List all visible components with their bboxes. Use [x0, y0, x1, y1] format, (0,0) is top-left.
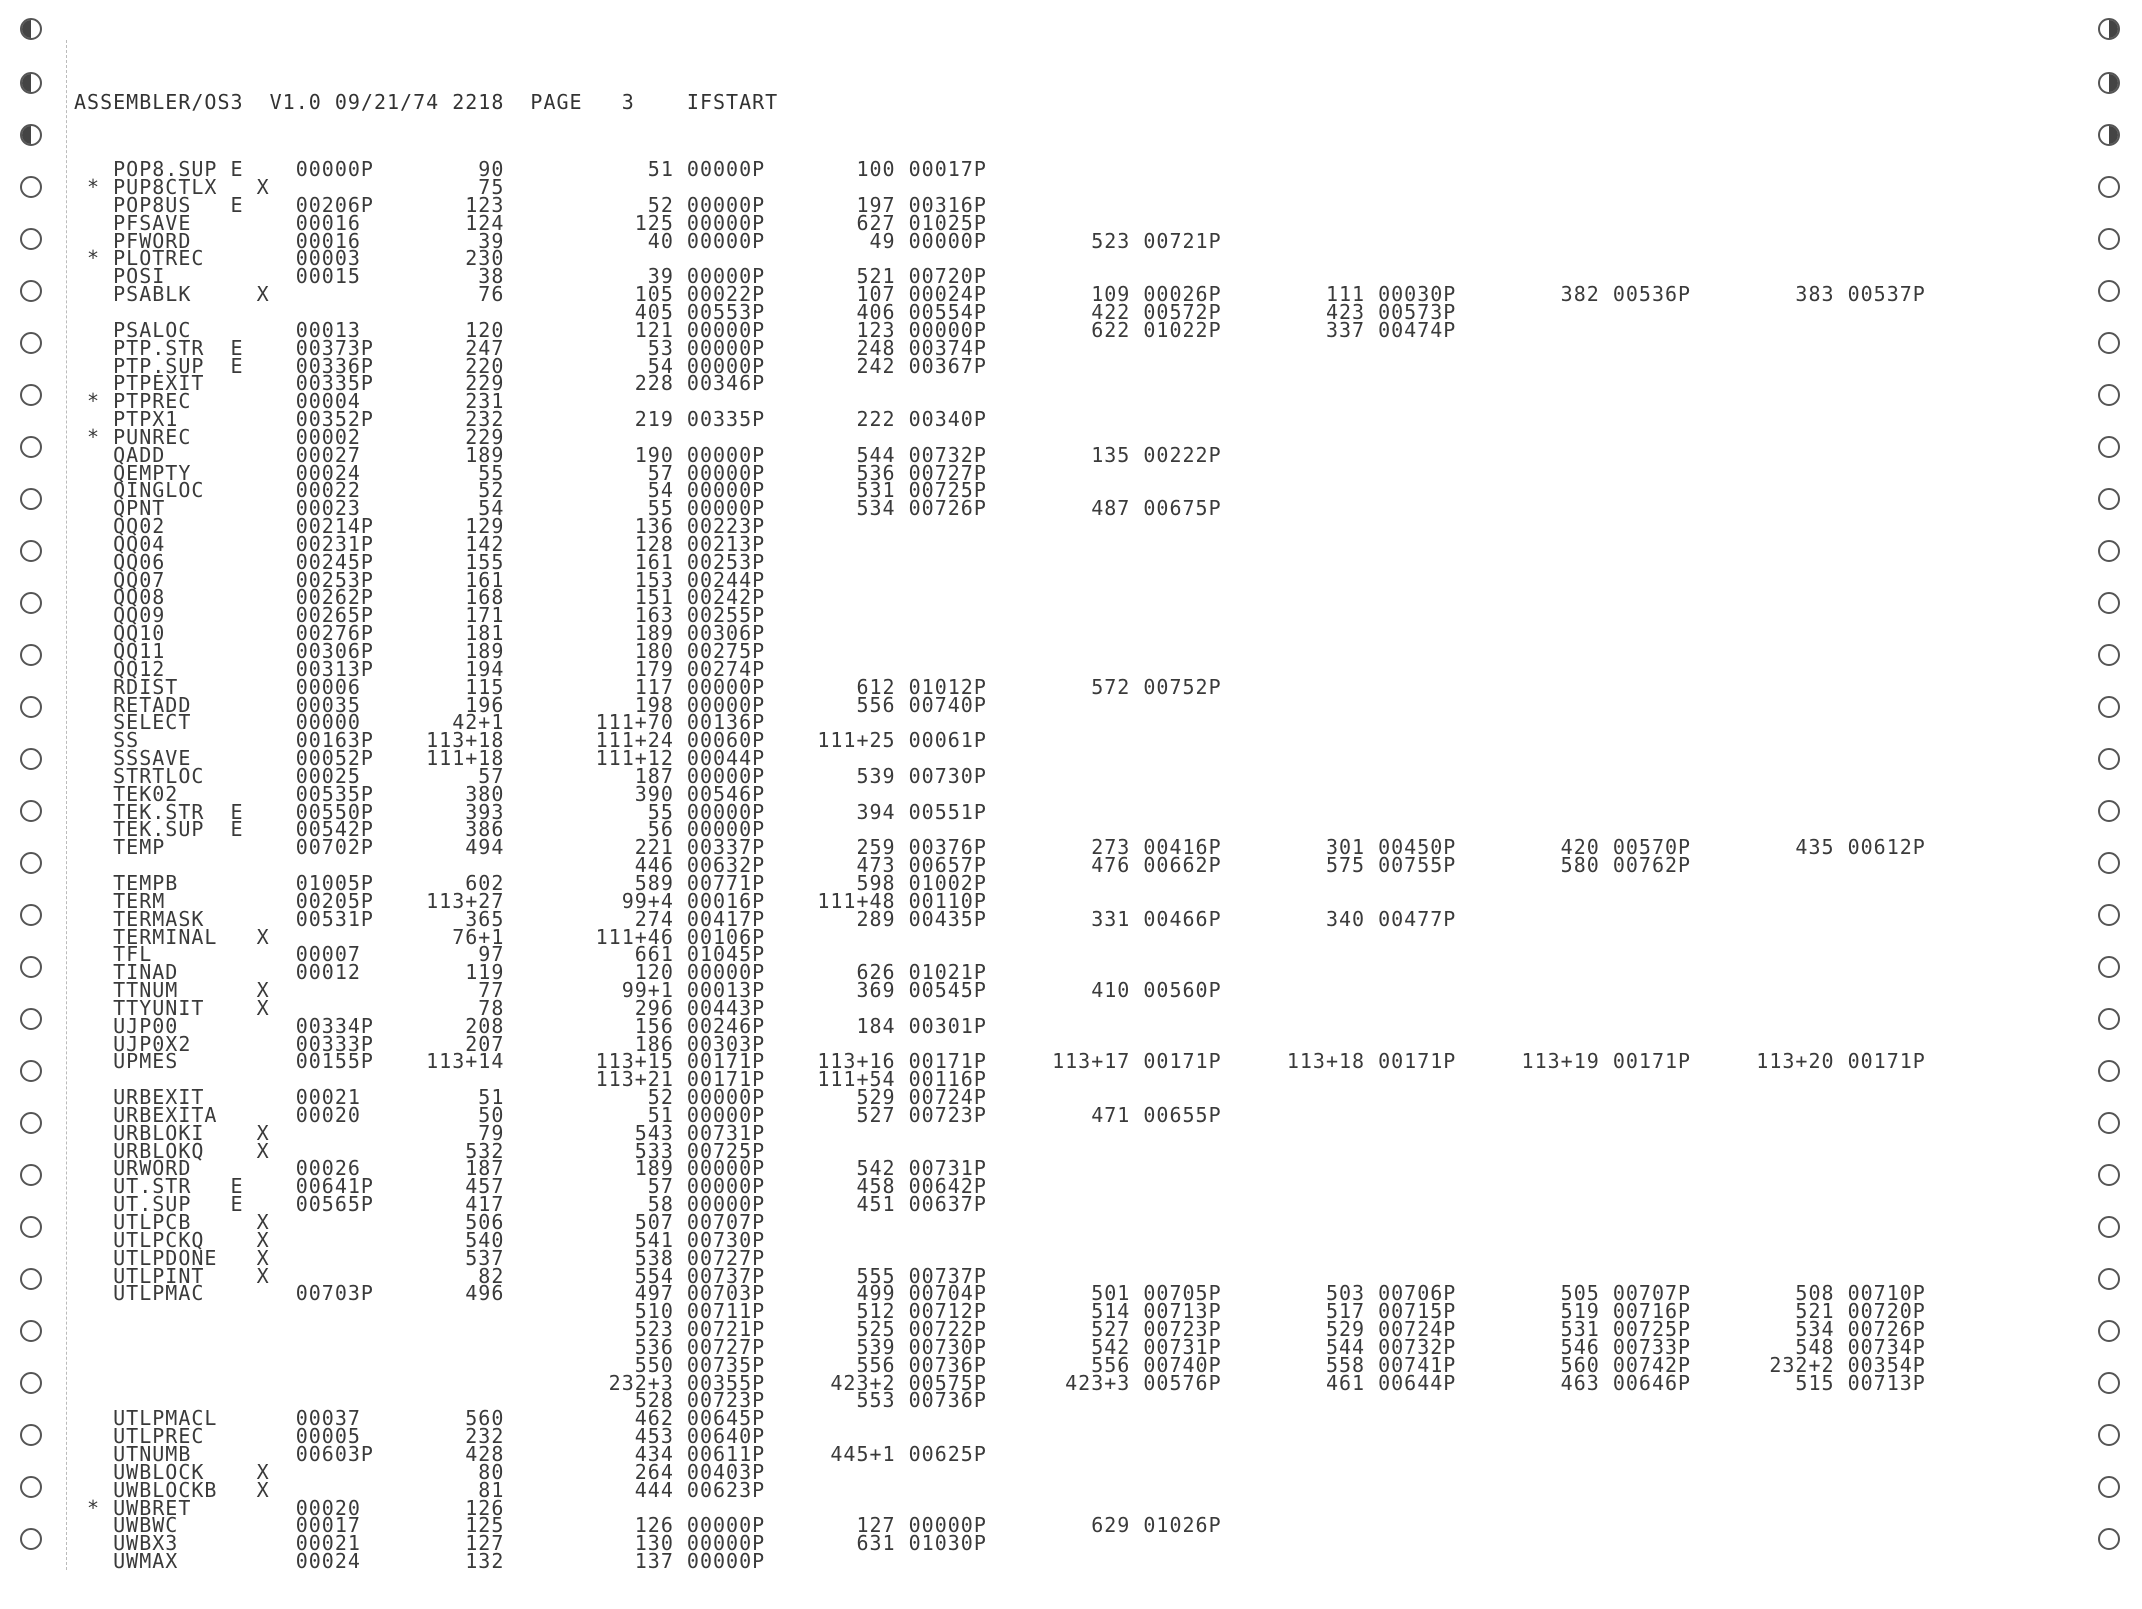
tractor-hole: [2098, 904, 2120, 926]
listing-line: 510 00711P 512 00712P 514 00713P 517 00715P 519 00716P 521 00720P: [74, 1299, 1926, 1324]
listing-line: UTLPMACL 00037 560 462 00645P: [74, 1406, 766, 1431]
tractor-hole: [2098, 1060, 2120, 1082]
tractor-hole: [20, 1528, 42, 1550]
listing-line: UTLPCB X 506 507 00707P: [74, 1210, 766, 1234]
listing-line: PTPEXIT 00335P 229 228 00346P: [74, 371, 766, 396]
listing-line: * PLOTREC 00003 230: [74, 246, 505, 271]
listing-line: UWBLOCKB X 81 444 00623P: [74, 1477, 766, 1502]
tractor-hole: [20, 488, 42, 510]
tractor-hole: [20, 1164, 42, 1186]
listing-line: 528 00723P 553 00736P: [74, 1388, 987, 1413]
tractor-hole: [2098, 1528, 2120, 1550]
tractor-hole: [2098, 696, 2120, 718]
listing-line: * UWBRET 00020 126: [74, 1495, 505, 1520]
tractor-hole: [20, 1060, 42, 1082]
tractor-hole: [2098, 1476, 2120, 1498]
tractor-hole: [20, 592, 42, 614]
listing-line: 550 00735P 556 00736P 556 00740P 558 00741P 560 00742P 232+2 00354P: [74, 1352, 1926, 1377]
tractor-hole: [20, 1008, 42, 1030]
listing-line: URBEXITA 00020 50 51 00000P 527 00723P 471 00655P: [74, 1102, 1222, 1127]
listing-line: QEMPTY 00024 55 57 00000P 536 00727P: [74, 460, 987, 485]
listing-line: TEK.SUP E 00542P 386 56 00000P: [74, 817, 766, 842]
tractor-hole: [20, 540, 42, 562]
listing-line: TTYUNIT X 78 296 00443P: [74, 995, 766, 1020]
listing-line: PSABLK X 76 105 00022P 107 00024P 109 00026P 111 00030P 382 00536P 383 00537P: [74, 282, 1926, 307]
listing-line: TINAD 00012 119 120 00000P 626 01021P: [74, 960, 987, 985]
tractor-hole: [20, 1268, 42, 1290]
listing-line: UTLPDONE X 537 538 00727P: [74, 1245, 766, 1270]
listing-line: QQ08 00262P 168 151 00242P: [74, 585, 766, 610]
tractor-hole: [2098, 592, 2120, 614]
listing-line: RETADD 00035 196 198 00000P 556 00740P: [74, 692, 987, 717]
listing-line: TTNUM X 77 99+1 00013P 369 00545P 410 00560P: [74, 978, 1222, 1003]
tractor-hole: [2098, 228, 2120, 250]
tractor-hole: [20, 1112, 42, 1134]
tractor-hole: [20, 124, 42, 146]
listing-line: QQ04 00231P 142 128 00213P: [74, 531, 766, 556]
tractor-hole: [2098, 1372, 2120, 1394]
listing-line: * PUNREC 00002 229: [74, 424, 505, 449]
tractor-hole: [2098, 1424, 2120, 1446]
tractor-hole: [2098, 1112, 2120, 1134]
listing-line: QQ10 00276P 181 189 00306P: [74, 621, 766, 646]
tractor-hole: [20, 332, 42, 354]
tractor-hole: [20, 228, 42, 250]
right-tractor-strip: [2084, 0, 2136, 1582]
tractor-hole: [20, 1320, 42, 1342]
listing-line: PFWORD 00016 39 40 00000P 49 00000P 523 00721P: [74, 228, 1222, 253]
tractor-hole: [20, 904, 42, 926]
listing-line: UT.STR E 00641P 457 57 00000P 458 00642P: [74, 1174, 987, 1199]
listing-line: URWORD 00026 187 189 00000P 542 00731P: [74, 1156, 987, 1181]
tractor-hole: [2098, 280, 2120, 302]
left-tractor-strip: [6, 0, 58, 1582]
tractor-hole: [2098, 384, 2120, 406]
listing-line: UWBLOCK X 80 264 00403P: [74, 1459, 766, 1484]
listing-line: QQ12 00313P 194 179 00274P: [74, 656, 766, 681]
listing-line: UWBX3 00021 127 130 00000P 631 01030P: [74, 1531, 987, 1556]
tractor-hole: [20, 800, 42, 822]
tractor-hole: [20, 1424, 42, 1446]
listing-line: 523 00721P 525 00722P 527 00723P 529 00724P 531 00725P 534 00726P: [74, 1317, 1926, 1342]
listing-line: QQ02 00214P 129 136 00223P: [74, 514, 766, 539]
listing-line: * PUP8CTLX X 75: [74, 175, 505, 200]
tractor-hole: [2098, 18, 2120, 40]
tractor-hole: [2098, 332, 2120, 354]
listing-line: TERMASK 00531P 365 274 00417P 289 00435P 331 00466P 340 00477P: [74, 906, 1457, 931]
tractor-hole: [20, 280, 42, 302]
listing-line: URBLOKI X 79 543 00731P: [74, 1120, 766, 1145]
listing-line: TEMP 00702P 494 221 00337P 259 00376P 273 00416P 301 00450P 420 00570P 435 00612P: [74, 835, 1926, 860]
listing-line: PTP.SUP E 00336P 220 54 00000P 242 00367P: [74, 353, 987, 378]
listing-line: * PTPREC 00004 231: [74, 389, 505, 414]
tractor-hole: [20, 1476, 42, 1498]
listing-line: UTLPREC 00005 232 453 00640P: [74, 1424, 766, 1449]
listing-line: RDIST 00006 115 117 00000P 612 01012P 572 00752P: [74, 674, 1222, 699]
listing-line: UPMES 00155P 113+14 113+15 00171P 113+16 00171P 113+17 00171P 113+18 00171P 113+19 00171P 113+20 00171P: [74, 1049, 1926, 1074]
listing-body: [74, 157, 2074, 1574]
tractor-hole: [2098, 540, 2120, 562]
tractor-hole: [2098, 488, 2120, 510]
tractor-hole: [2098, 72, 2120, 94]
listing-line: PFSAVE 00016 124 125 00000P 627 01025P: [74, 210, 987, 235]
listing-line: POSI 00015 38 39 00000P 521 00720P: [74, 264, 987, 289]
listing-line: UT.SUP E 00565P 417 58 00000P 451 00637P: [74, 1192, 987, 1217]
tractor-hole: [2098, 1008, 2120, 1030]
tractor-hole: [20, 18, 42, 40]
tractor-hole: [2098, 644, 2120, 666]
tractor-hole: [20, 176, 42, 198]
listing-line: PSALOC 00013 120 121 00000P 123 00000P 622 01022P 337 00474P: [74, 317, 1457, 342]
tractor-hole: [20, 696, 42, 718]
listing-line: QADD 00027 189 190 00000P 544 00732P 135 00222P: [74, 442, 1222, 467]
listing-line: SSSAVE 00052P 111+18 111+12 00044P: [74, 746, 766, 771]
listing-line: PTPX1 00352P 232 219 00335P 222 00340P: [74, 407, 987, 432]
listing-header: ASSEMBLER/OS3 V1.0 09/21/74 2218 PAGE 3 IFSTART: [74, 89, 779, 114]
tractor-hole: [20, 384, 42, 406]
listing-line: UTNUMB 00603P 428 434 00611P 445+1 00625P: [74, 1441, 987, 1466]
listing-line: TERMINAL X 76+1 111+46 00106P: [74, 924, 766, 949]
tractor-hole: [20, 956, 42, 978]
tractor-hole: [2098, 1320, 2120, 1342]
listing-line: QQ06 00245P 155 161 00253P: [74, 549, 766, 574]
listing-line: POP8US E 00206P 123 52 00000P 197 00316P: [74, 192, 987, 217]
listing-line: PTP.STR E 00373P 247 53 00000P 248 00374P: [74, 335, 987, 360]
listing-line: QINGLOC 00022 52 54 00000P 531 00725P: [74, 478, 987, 503]
listing-line: 536 00727P 539 00730P 542 00731P 544 00732P 546 00733P 548 00734P: [74, 1334, 1926, 1359]
listing-line: UJP00 00334P 208 156 00246P 184 00301P: [74, 1013, 987, 1038]
tractor-hole: [20, 1372, 42, 1394]
tractor-hole: [2098, 748, 2120, 770]
listing-line: STRTLOC 00025 57 187 00000P 539 00730P: [74, 763, 987, 788]
listing-line: UTLPMAC 00703P 496 497 00703P 499 00704P 501 00705P 503 00706P 505 00707P 508 00710P: [74, 1281, 1926, 1306]
listing-line: URBEXIT 00021 51 52 00000P 529 00724P: [74, 1085, 987, 1110]
tractor-hole: [20, 852, 42, 874]
tractor-hole: [2098, 852, 2120, 874]
listing-line: 232+3 00355P 423+2 00575P 423+3 00576P 461 00644P 463 00646P 515 00713P: [74, 1370, 1926, 1395]
tractor-hole: [2098, 124, 2120, 146]
tractor-hole: [2098, 1164, 2120, 1186]
listing-line: TEK02 00535P 380 390 00546P: [74, 781, 766, 806]
tractor-hole: [20, 644, 42, 666]
listing-line: TEK.STR E 00550P 393 55 00000P 394 00551P: [74, 799, 987, 824]
listing-line: UTLPCKQ X 540 541 00730P: [74, 1227, 766, 1252]
listing-line: TFL 00007 97 661 01045P: [74, 942, 766, 967]
listing-line: URBLOKQ X 532 533 00725P: [74, 1138, 766, 1163]
tractor-hole: [2098, 436, 2120, 458]
tractor-hole: [2098, 956, 2120, 978]
listing-line: UWBWC 00017 125 126 00000P 127 00000P 629 01026P: [74, 1513, 1222, 1538]
tractor-hole: [20, 436, 42, 458]
listing-line: TEMPB 01005P 602 589 00771P 598 01002P: [74, 870, 987, 895]
tractor-hole: [20, 72, 42, 94]
listing-line: QQ09 00265P 171 163 00255P: [74, 603, 766, 628]
listing-line: QPNT 00023 54 55 00000P 534 00726P 487 00675P: [74, 496, 1222, 521]
listing-line: 113+21 00171P 111+54 00116P: [74, 1067, 987, 1092]
listing-line: SELECT 00000 42+1 111+70 00136P: [74, 710, 766, 735]
listing-line: UTLPINT X 82 554 00737P 555 00737P: [74, 1263, 987, 1288]
tractor-hole: [2098, 1216, 2120, 1238]
tractor-hole: [20, 748, 42, 770]
margin-rule: [66, 40, 68, 1570]
listing-line: TERM 00205P 113+27 99+4 00016P 111+48 00110P: [74, 888, 987, 913]
tractor-hole: [20, 1216, 42, 1238]
listing-line: QQ07 00253P 161 153 00244P: [74, 567, 766, 592]
listing-line: 446 00632P 473 00657P 476 00662P 575 00755P 580 00762P: [74, 853, 1692, 878]
tractor-hole: [2098, 800, 2120, 822]
tractor-hole: [2098, 176, 2120, 198]
tractor-hole: [2098, 1268, 2120, 1290]
listing-line: UJP0X2 00333P 207 186 00303P: [74, 1031, 766, 1056]
listing: [74, 58, 2074, 1607]
listing-line: UWMAX 00024 132 137 00000P: [74, 1549, 766, 1574]
listing-line: QQ11 00306P 189 180 00275P: [74, 639, 766, 663]
listing-line: 405 00553P 406 00554P 422 00572P 423 00573P: [74, 299, 1457, 324]
listing-line: POP8.SUP E 00000P 90 51 00000P 100 00017P: [74, 157, 987, 182]
listing-line: SS 00163P 113+18 111+24 00060P 111+25 00061P: [74, 728, 987, 753]
